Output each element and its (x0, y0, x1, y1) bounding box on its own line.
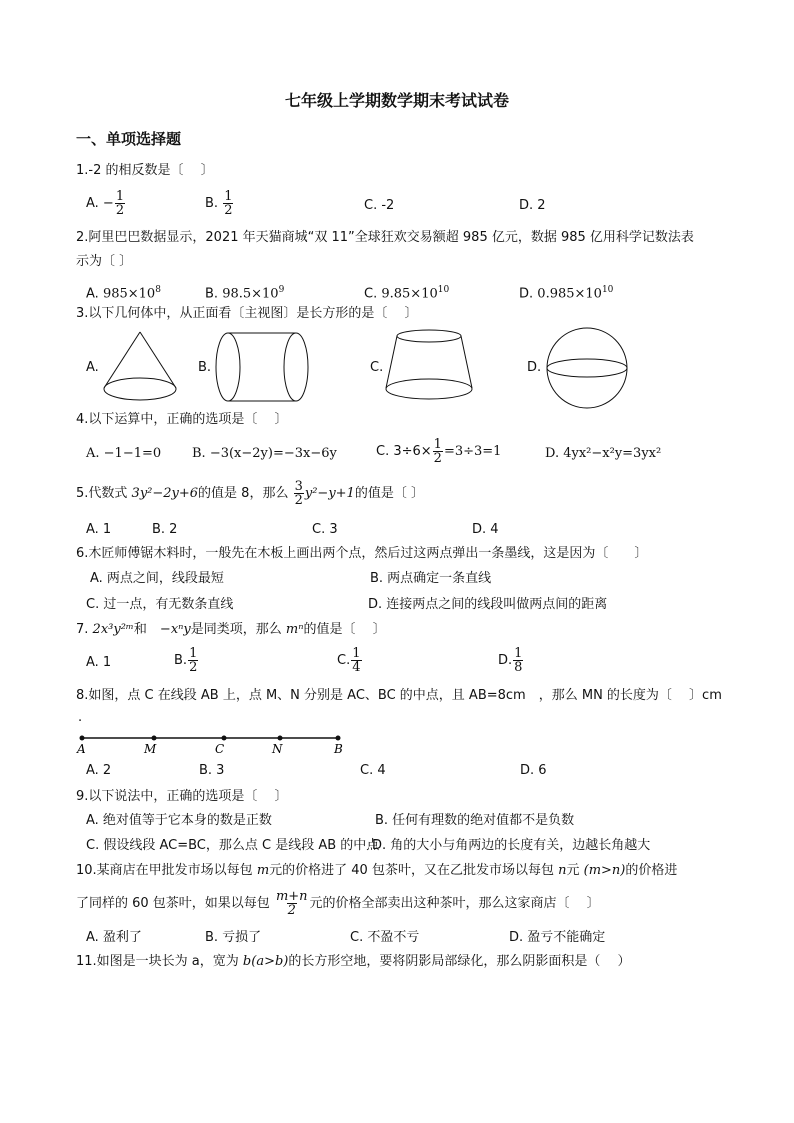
q10-fraction: $\frac{m+n}{2}$ (275, 889, 308, 918)
q1-a-fraction: $\frac{1}{2}$ (115, 189, 125, 218)
q8-option-a: A. 2 (86, 763, 112, 778)
label-n: N (272, 742, 283, 756)
q2-option-a: A. $985\times 10^8$ (86, 285, 161, 302)
q2-option-d: D. $0.985\times 10^{10}$ (519, 285, 614, 302)
q4-option-c: C. 3÷6× $\frac{1}{2}$ =3÷3=1 (376, 437, 502, 466)
q3-option-b-label: B. (198, 360, 212, 375)
q5-option-c: C. 3 (312, 522, 338, 537)
q3-option-c-label: C. (370, 360, 384, 375)
q9-option-c: C. 假设线段 AC=BC，那么点 C 是线段 AB 的中点 (86, 838, 380, 853)
label-c: C (215, 742, 225, 756)
cylinder-figure (212, 330, 312, 406)
q6-option-b: B. 两点确定一条直线 (370, 571, 492, 586)
q3-stem: 3.以下几何体中，从正面看〔主视图〕是长方形的是〔 〕 (76, 306, 418, 321)
q3-option-d-label: D. (527, 360, 542, 375)
q4-c-fraction: $\frac{1}{2}$ (433, 437, 442, 466)
q5-expression-2: y²−y+1 (304, 486, 355, 501)
q7-expression: mⁿ (285, 622, 304, 637)
q8-option-d: D. 6 (520, 763, 547, 778)
q8-stem: 8.如图，点 C 在线段 AB 上，点 M、N 分别是 AC、BC 的中点，且 AB=8cm ，那么 MN 的长度为〔 〕cm (76, 688, 722, 703)
q1-option-c: C. -2 (364, 198, 395, 213)
q2-option-c: C. $9.85\times 10^{10}$ (364, 285, 450, 302)
label-m: M (144, 742, 157, 756)
point-n (278, 736, 283, 741)
q7-option-b: B. $\frac{1}{2}$ (174, 646, 198, 675)
q1-stem: 1.-2 的相反数是〔 〕 (76, 163, 214, 178)
q1-option-b (205, 190, 234, 217)
q5-expression-1: 3y²−2y+6 (131, 486, 199, 501)
q9-stem: 9.以下说法中，正确的选项是〔 〕 (76, 789, 288, 804)
q6-option-d: D. 连接两点之间的线段叫做两点间的距离 (368, 597, 608, 612)
q10-condition: (m>n) (583, 863, 626, 878)
q6-option-a: A. 两点之间，线段最短 (90, 571, 224, 586)
q4-option-a: A. −1−1=0 (86, 446, 162, 461)
q9-option-d: D. 角的大小与角两边的长度有关，边越长角越大 (372, 838, 651, 853)
point-m (152, 736, 157, 741)
q4-stem: 4.以下运算中，正确的选项是〔 〕 (76, 412, 288, 427)
q11-expression: b(a>b) (242, 954, 289, 969)
q9-option-b: B. 任何有理数的绝对值都不是负数 (375, 813, 575, 828)
point-b (336, 736, 341, 741)
page-title: 七年级上学期数学期末考试试卷 (284, 91, 509, 110)
q2-stem-line1: 2.阿里巴巴数据显示，2021 年天猫商城“双 11”全球狂欢交易额超 985 亿元，数据 985 亿用科学记数法表 (76, 230, 694, 245)
q9-option-a: A. 绝对值等于它本身的数是正数 (86, 813, 272, 828)
q1-option-d: D. 2 (519, 198, 546, 213)
q7-option-c: C. $\frac{1}{4}$ (337, 646, 361, 675)
q10-option-a: A. 盈利了 (86, 930, 142, 945)
q11-stem: 11.如图是一块长为 a，宽为 b(a>b)的长方形空地，要将阴影局部绿化，那么阴影面积是（ ） (76, 954, 631, 969)
q7-term-1: 2x³y²ᵐ (92, 622, 134, 637)
point-c (222, 736, 227, 741)
frustum-figure (383, 328, 475, 406)
q2-stem-line2: 示为〔 〕 (76, 254, 133, 269)
q5-stem: 5.代数式 3y²−2y+6的值是 8，那么 $\frac{3}{2}$ y²−y+1的值是〔 〕 (76, 479, 424, 508)
sphere-figure (542, 326, 632, 410)
q1-option-a (86, 190, 126, 217)
q6-stem: 6.木匠师傅锯木料时，一般先在木板上画出两个点，然后过这两点弹出一条墨线，这是因为〔 〕 (76, 546, 648, 561)
q8-line-segment-figure (74, 728, 354, 758)
section-heading: 一、单项选择题 (76, 130, 182, 148)
q3-option-a-label: A. (86, 360, 99, 375)
cone-figure (100, 330, 180, 404)
q10-stem-line1: 10.某商店在甲批发市场以每包 m元的价格进了 40 包茶叶，又在乙批发市场以每包 n元 (m>n)的价格进 (76, 863, 678, 878)
q8-stem-dot: . (78, 710, 83, 725)
q6-option-c: C. 过一点，有无数条直线 (86, 597, 234, 612)
q1-a-label: A. − (86, 196, 114, 211)
q2-option-b: B. $98.5\times 10^9$ (205, 285, 285, 302)
q1-b-label: B. (205, 196, 219, 211)
q1-b-fraction: $\frac{1}{2}$ (224, 189, 233, 218)
q7-option-d: D. $\frac{1}{8}$ (498, 646, 523, 675)
q10-option-c: C. 不盈不亏 (350, 930, 420, 945)
q4-option-b: B. −3(x−2y)=−3x−6y (192, 446, 337, 461)
q5-fraction: $\frac{3}{2}$ (294, 479, 303, 508)
q4-option-d: D. 4yx²−x²y=3yx² (545, 446, 662, 461)
label-b: B (334, 742, 343, 756)
label-a: A (77, 742, 86, 756)
q10-stem-line2: 了同样的 60 包茶叶，如果以每包 $\frac{m+n}{2}$ 元的价格全部卖出这种茶叶，那么这家商店〔 〕 (76, 889, 600, 918)
q8-option-c: C. 4 (360, 763, 386, 778)
q5-option-d: D. 4 (472, 522, 499, 537)
q10-option-b: B. 亏损了 (205, 930, 262, 945)
q5-option-b: B. 2 (152, 522, 178, 537)
point-a (80, 736, 85, 741)
q10-option-d: D. 盈亏不能确定 (509, 930, 606, 945)
q8-option-b: B. 3 (199, 763, 225, 778)
q7-term-2: −xⁿy (159, 622, 191, 637)
q7-option-a: A. 1 (86, 655, 112, 670)
q5-option-a: A. 1 (86, 522, 112, 537)
q7-stem: 7. 2x³y²ᵐ和 −xⁿy是同类项，那么 mⁿ的值是〔 〕 (76, 622, 386, 637)
